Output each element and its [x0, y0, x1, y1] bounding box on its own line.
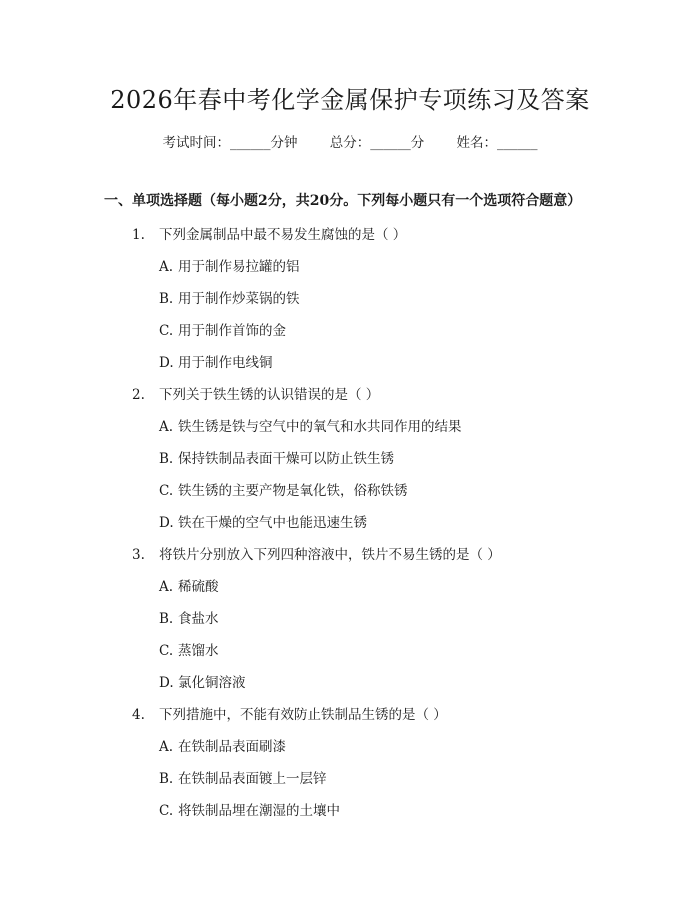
option-text: 蒸馏水 — [178, 643, 219, 659]
question-4 — [0, 699, 700, 731]
question-number: 4. — [132, 707, 145, 723]
question-1 — [0, 219, 700, 251]
option-text: 铁生锈是铁与空气中的氧气和水共同作用的结果 — [178, 419, 462, 435]
exam-time-field: 考试时间：______分钟 — [162, 135, 298, 151]
option-text: 将铁制品埋在潮湿的土壤中 — [178, 803, 340, 819]
question-3 — [0, 539, 700, 571]
q3-option-d — [0, 667, 700, 699]
option-letter: C. — [159, 803, 174, 819]
option-letter: A. — [159, 259, 174, 275]
option-letter: B. — [159, 291, 174, 307]
question-number: 2. — [132, 387, 145, 403]
option-letter: C. — [159, 643, 174, 659]
document-title: 2026年春中考化学金属保护专项练习及答案 — [110, 86, 590, 114]
option-letter: D. — [159, 675, 174, 691]
option-text: 铁在干燥的空气中也能迅速生锈 — [178, 515, 367, 531]
question-list — [0, 219, 700, 827]
option-text: 用于制作电线铜 — [178, 355, 273, 371]
option-text: 氯化铜溶液 — [178, 675, 246, 691]
option-letter: B. — [159, 771, 174, 787]
question-number: 3. — [132, 547, 145, 563]
student-name-field: 姓名：______ — [456, 135, 538, 151]
q4-option-a — [0, 731, 700, 763]
q1-option-c — [0, 315, 700, 347]
option-letter: C. — [159, 323, 174, 339]
question-stem: 下列措施中，不能有效防止铁制品生锈的是（ ） — [159, 707, 447, 723]
q3-option-a — [0, 571, 700, 603]
option-letter: D. — [159, 355, 174, 371]
q2-option-a — [0, 411, 700, 443]
q3-option-b — [0, 603, 700, 635]
q3-option-c — [0, 635, 700, 667]
option-text: 在铁制品表面镀上一层锌 — [178, 771, 327, 787]
section-heading: 一、单项选择题（每小题2分，共20分。下列每小题只有一个选项符合题意） — [104, 193, 582, 209]
option-text: 食盐水 — [178, 611, 219, 627]
option-letter: B. — [159, 611, 174, 627]
q2-option-b — [0, 443, 700, 475]
q2-option-c — [0, 475, 700, 507]
option-text: 用于制作炒菜锅的铁 — [178, 291, 300, 307]
q4-option-c — [0, 795, 700, 827]
option-letter: D. — [159, 515, 174, 531]
q1-option-d — [0, 347, 700, 379]
option-text: 铁生锈的主要产物是氧化铁，俗称铁锈 — [178, 483, 408, 499]
q4-option-b — [0, 763, 700, 795]
option-text: 用于制作首饰的金 — [178, 323, 286, 339]
question-stem: 下列关于铁生锈的认识错误的是（ ） — [159, 387, 380, 403]
q2-option-d — [0, 507, 700, 539]
option-letter: C. — [159, 483, 174, 499]
question-stem: 下列金属制品中最不易发生腐蚀的是（ ） — [159, 227, 407, 243]
question-number: 1. — [132, 227, 145, 243]
option-letter: A. — [159, 419, 174, 435]
exam-info-line — [0, 131, 700, 151]
question-stem: 将铁片分别放入下列四种溶液中，铁片不易生锈的是（ ） — [159, 547, 501, 563]
option-text: 保持铁制品表面干燥可以防止铁生锈 — [178, 451, 394, 467]
total-score-field: 总分：______分 — [329, 135, 425, 151]
q1-option-b — [0, 283, 700, 315]
option-letter: B. — [159, 451, 174, 467]
option-letter: A. — [159, 739, 174, 755]
option-letter: A. — [159, 579, 174, 595]
option-text: 用于制作易拉罐的铝 — [178, 259, 300, 275]
option-text: 在铁制品表面刷漆 — [178, 739, 286, 755]
option-text: 稀硫酸 — [178, 579, 219, 595]
question-2 — [0, 379, 700, 411]
q1-option-a — [0, 251, 700, 283]
